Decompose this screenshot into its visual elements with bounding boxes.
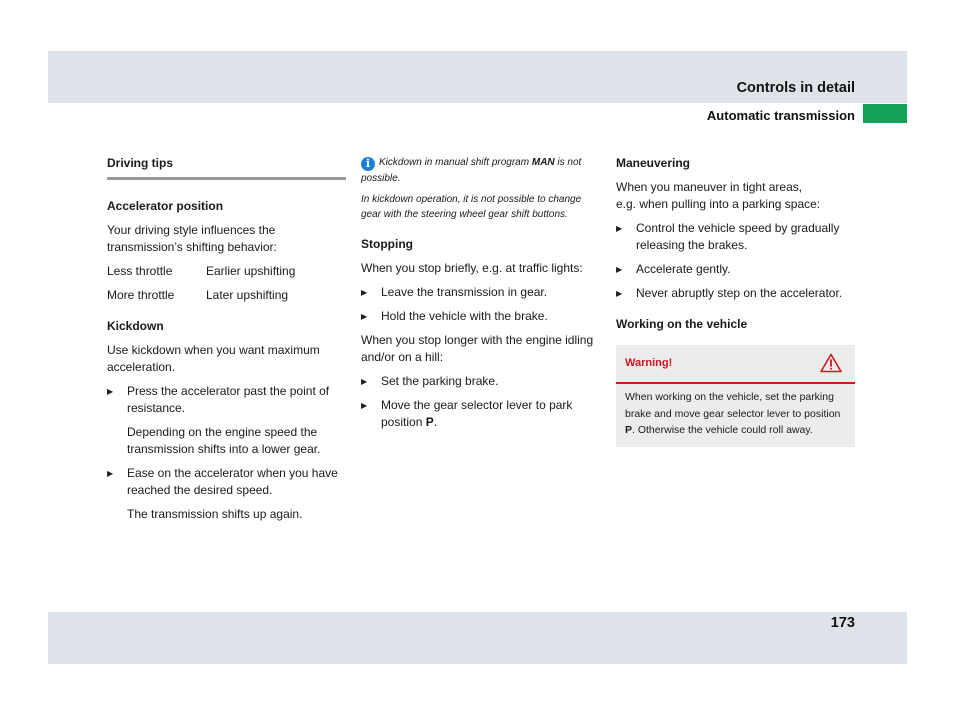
driving-tips-heading: Driving tips [107, 155, 346, 180]
list-item-text: Accelerate gently. [636, 262, 731, 276]
list-item-text: Never abruptly step on the accelerator. [636, 286, 843, 300]
bullet-arrow-icon: ▶ [616, 224, 623, 233]
park-position-label: P [425, 415, 434, 429]
bullet-arrow-icon: ▶ [616, 265, 623, 274]
list-item [107, 383, 346, 417]
column-middle [361, 155, 600, 438]
list-item-text: Ease on the accelerator when you have reached the desired speed. [127, 466, 338, 497]
info-note-2: In kickdown operation, it is not possible to change gear with the steering wheel gear shift buttons. [361, 194, 582, 220]
list-item-text: Press the accelerator past the point of resistance. [127, 384, 330, 415]
list-item [361, 373, 600, 390]
maneuvering-heading: Maneuvering [616, 156, 691, 170]
subsection-title: Automatic transmission [706, 108, 855, 123]
maneuvering-line: e.g. when pulling into a parking space: [616, 197, 821, 211]
list-item-text: Hold the vehicle with the brake. [381, 309, 548, 323]
list-item [107, 465, 346, 499]
list-item [361, 308, 600, 325]
throttle-cell: Less throttle [107, 264, 173, 278]
man-program-label: MAN [531, 157, 555, 168]
info-icon: i [361, 157, 375, 171]
park-position-label: P [625, 424, 633, 436]
accelerator-text: Your driving style influences the transmission’s shifting behavior: [107, 223, 277, 254]
throttle-row [107, 263, 346, 280]
list-item-text: Set the parking brake. [381, 374, 499, 388]
list-item-note: The transmission shifts up again. [127, 507, 303, 521]
footer-band [48, 612, 907, 664]
kickdown-text: Use kickdown when you want maximum acceleration. [107, 343, 320, 374]
list-item-text [381, 397, 600, 431]
list-item [616, 261, 855, 278]
warning-triangle-icon [820, 353, 842, 373]
list-item [361, 284, 600, 301]
list-item-note: Depending on the engine speed the transmission shifts into a lower gear. [127, 425, 321, 456]
bullet-arrow-icon: ▶ [107, 387, 114, 396]
info-note-text: is not possible. [361, 157, 582, 184]
list-item-text-part: Move the gear selector lever to park position [381, 398, 573, 429]
warning-text [616, 384, 855, 447]
shift-cell: Earlier upshifting [206, 264, 296, 278]
info-note [361, 155, 600, 186]
stopping-heading: Stopping [361, 237, 413, 251]
maneuvering-text [616, 179, 855, 213]
bullet-arrow-icon: ▶ [107, 469, 114, 478]
working-on-vehicle-heading: Working on the vehicle [616, 317, 748, 331]
info-note-text: Kickdown in manual shift program [379, 157, 532, 168]
section-tab-marker [863, 104, 907, 123]
warning-text-part: . Otherwise the vehicle could roll away. [632, 424, 813, 436]
list-item [616, 285, 855, 302]
throttle-row [107, 287, 346, 304]
warning-header [616, 345, 855, 384]
page-number: 173 [830, 615, 855, 631]
kickdown-heading: Kickdown [107, 319, 164, 333]
list-item [616, 220, 855, 254]
list-item-text: Leave the transmission in gear. [381, 285, 548, 299]
bullet-arrow-icon: ▶ [361, 401, 368, 410]
list-item-text: Control the vehicle speed by gradually releasing the brakes. [636, 221, 840, 252]
warning-text-part: When working on the vehicle, set the parking brake and move gear selector lever to position [625, 391, 841, 420]
column-right [616, 155, 855, 447]
stopping-text: When you stop briefly, e.g. at traffic lights: [361, 261, 583, 275]
bullet-arrow-icon: ▶ [361, 312, 368, 321]
stop-longer-text: When you stop longer with the engine idling and/or on a hill: [361, 333, 594, 364]
column-left [107, 155, 346, 530]
bullet-arrow-icon: ▶ [616, 289, 623, 298]
maneuvering-line: When you maneuver in tight areas, [616, 180, 803, 194]
warning-box [616, 345, 855, 447]
list-item-text-part: . [433, 415, 438, 429]
section-title: Controls in detail [736, 80, 855, 96]
list-item [361, 397, 600, 431]
shift-cell: Later upshifting [206, 288, 289, 302]
accelerator-position-heading: Accelerator position [107, 199, 224, 213]
bullet-arrow-icon: ▶ [361, 288, 368, 297]
bullet-arrow-icon: ▶ [361, 377, 368, 386]
warning-label: Warning! [625, 357, 673, 369]
throttle-cell: More throttle [107, 288, 175, 302]
